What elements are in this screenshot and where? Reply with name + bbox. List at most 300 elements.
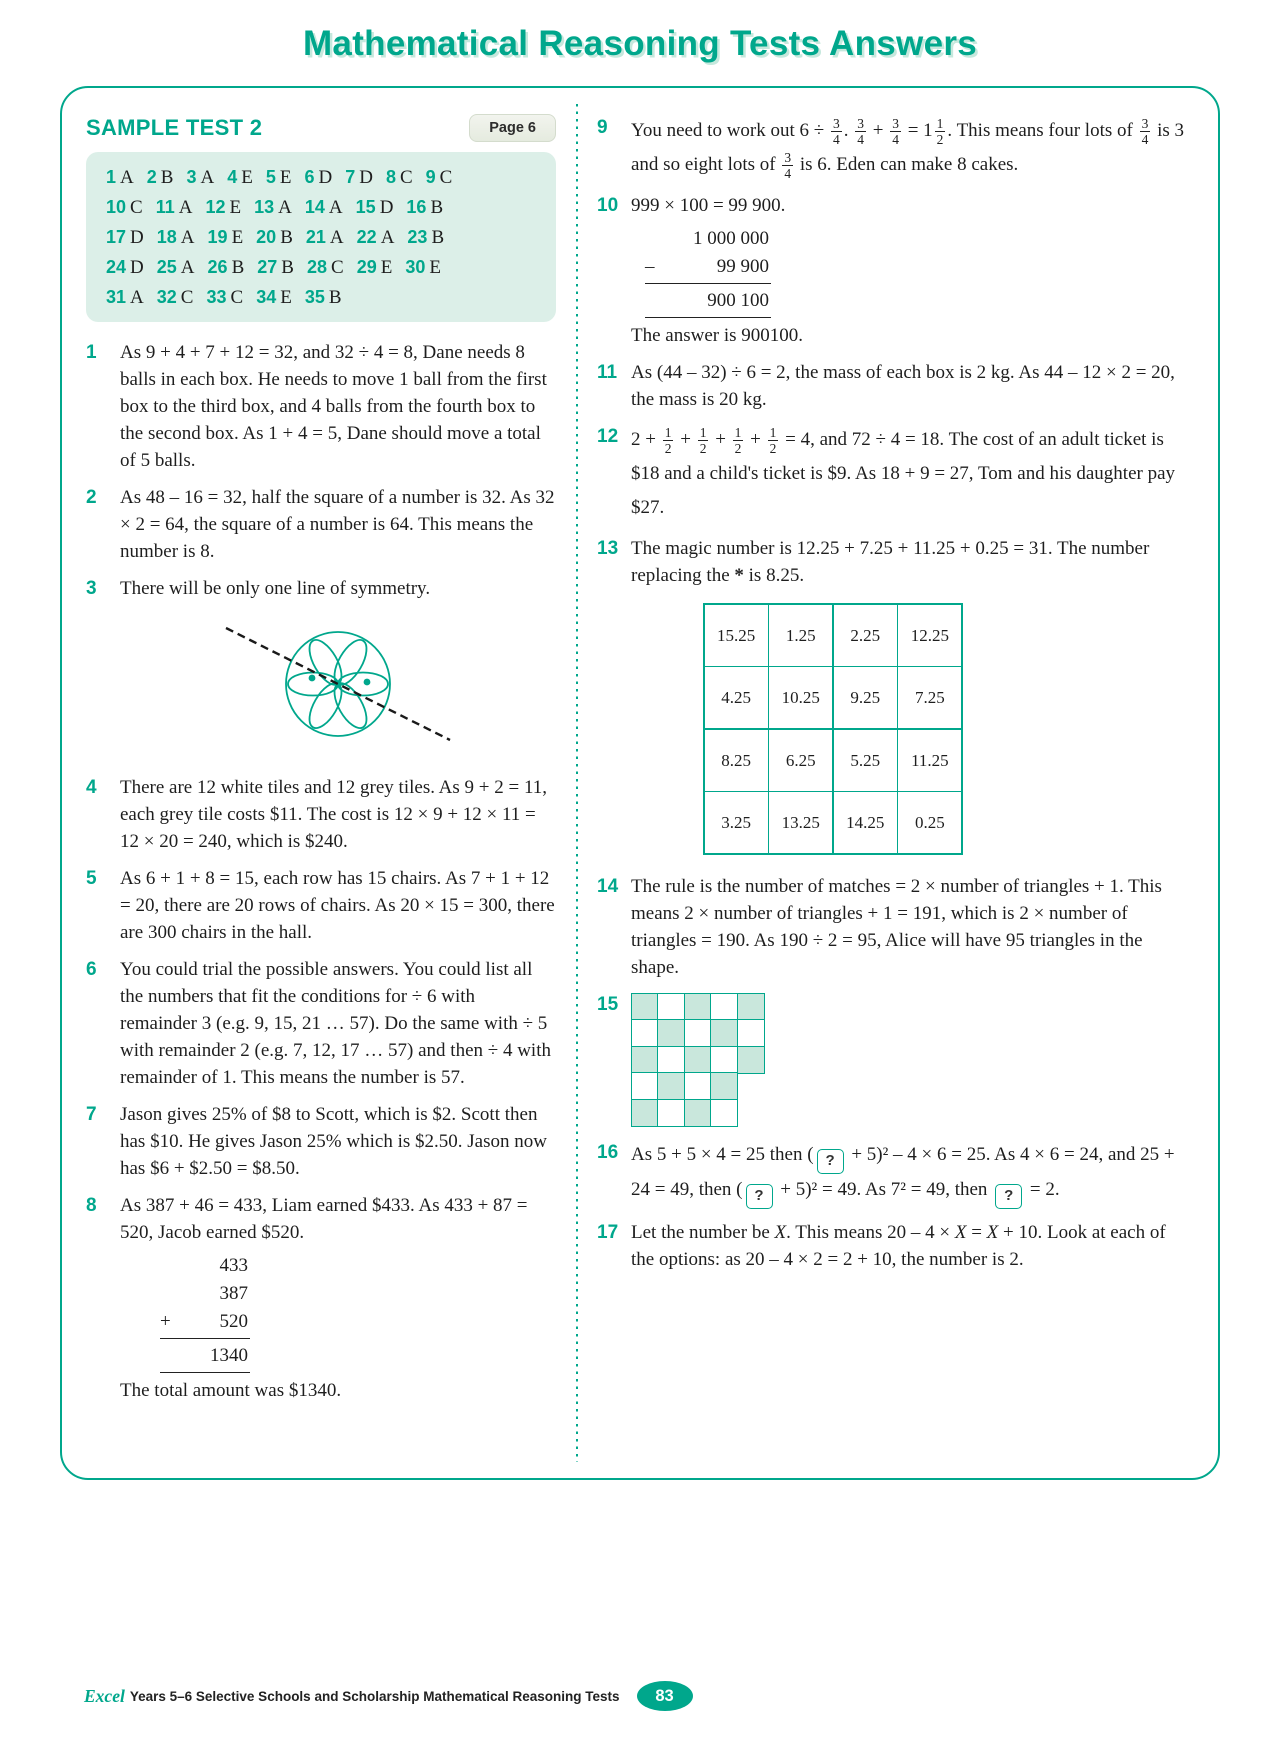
item-text: As 6 + 1 + 8 = 15, each row has 15 chairs. As 7 + 1 + 12 = 20, there are 20 rows of chairs. As 20 × 15 = 300, there are 300 chairs in the hall. <box>120 868 555 943</box>
item-number: 10 <box>597 195 619 216</box>
item-number: 1 <box>86 342 97 363</box>
text-segment: + <box>710 429 731 450</box>
worksheet-row: 387 <box>219 1283 248 1304</box>
subtraction-worksheet <box>645 225 771 318</box>
answer-pair <box>207 257 245 278</box>
magic-square-cell: 6.25 <box>769 730 832 791</box>
tile <box>657 993 685 1021</box>
text-segment: As 387 + 46 = 433, Liam earned $433. As 433 + 87 = 520, Jacob earned $520. <box>120 1195 528 1243</box>
answer-pair <box>106 227 144 248</box>
item-text <box>631 192 1192 349</box>
answer-pair <box>106 167 134 188</box>
fraction-denominator: 4 <box>892 132 899 148</box>
answer-item-3 <box>86 575 556 764</box>
text-segment: + <box>867 120 889 141</box>
answer-letter: A <box>329 227 344 248</box>
answer-letter: C <box>399 167 413 188</box>
fraction-denominator: 4 <box>857 132 864 148</box>
item-text <box>120 575 556 764</box>
answer-pair <box>345 167 373 188</box>
answer-item-6 <box>86 956 556 1091</box>
fraction-numerator: 1 <box>936 116 944 132</box>
answer-pair <box>304 167 333 188</box>
answer-letter: C <box>439 167 453 188</box>
item-number: 12 <box>597 426 619 447</box>
answer-item-14 <box>597 873 1192 981</box>
answer-letter: C <box>180 287 194 308</box>
fraction <box>782 150 793 181</box>
item-text: Jason gives 25% of $8 to Scott, which is $2. Scott then has $10. He gives Jason 25% which is $2.50. Jason now has $6 + $2.50 = $8.50. <box>120 1104 547 1179</box>
answer-pair <box>186 167 215 188</box>
answer-key-row <box>106 163 540 193</box>
item-number: 14 <box>597 875 619 897</box>
flower-petals <box>288 635 388 733</box>
answer-pair <box>305 227 344 248</box>
magic-square-cell: 8.25 <box>705 730 768 791</box>
magic-square-cell: 12.25 <box>898 605 961 666</box>
fraction <box>663 425 674 456</box>
tile-row <box>631 1099 1192 1125</box>
tile <box>684 1019 712 1047</box>
item-text: As (44 – 32) ÷ 6 = 2, the mass of each box is 2 kg. As 44 – 12 × 2 = 20, the mass is 20 kg. <box>631 362 1175 410</box>
fraction <box>890 116 901 147</box>
item-number: 17 <box>597 1222 619 1243</box>
fraction-denominator: 2 <box>664 441 672 457</box>
item-number: 15 <box>597 993 619 1015</box>
answer-pair <box>256 287 292 308</box>
fraction <box>935 116 946 147</box>
question-number: 30 <box>405 257 426 277</box>
variable-x: X <box>954 1222 967 1243</box>
tile <box>710 1099 738 1127</box>
fraction-numerator: 1 <box>769 425 777 441</box>
answer-letter: B <box>231 257 245 278</box>
answer-item-5 <box>86 865 556 946</box>
tile <box>737 1099 765 1127</box>
question-box: ? <box>995 1184 1022 1209</box>
question-number: 34 <box>256 287 277 307</box>
petal-dot <box>309 675 316 682</box>
answer-letter: D <box>359 167 373 188</box>
worksheet-row: 433 <box>219 1255 248 1276</box>
question-number: 18 <box>156 227 177 247</box>
tile <box>657 1046 685 1074</box>
fraction-denominator: 2 <box>699 441 707 457</box>
question-box: ? <box>746 1184 773 1209</box>
sample-test-header <box>86 114 556 142</box>
magic-square-cell: 11.25 <box>898 730 961 791</box>
petal-dot <box>364 679 371 686</box>
question-number: 15 <box>355 197 376 217</box>
answer-letter: C <box>230 287 244 308</box>
question-number: 3 <box>186 167 197 187</box>
answer-pair <box>206 287 244 308</box>
item-number: 8 <box>86 1195 97 1216</box>
item-text <box>631 1219 1192 1273</box>
fraction <box>698 425 709 456</box>
tile <box>657 1019 685 1047</box>
answer-letter: A <box>380 227 395 248</box>
answer-letter: E <box>279 167 292 188</box>
answer-key <box>86 152 556 322</box>
answer-pair <box>304 287 342 308</box>
plus-sign: + <box>160 1311 171 1332</box>
fraction-denominator: 4 <box>832 132 840 148</box>
tile <box>710 1046 738 1074</box>
answer-pair <box>356 227 395 248</box>
question-number: 26 <box>207 257 228 277</box>
variable-x: X <box>774 1222 787 1243</box>
fraction <box>768 425 779 456</box>
question-number: 1 <box>106 167 117 187</box>
text-segment: = 1 <box>902 120 933 141</box>
answer-pair <box>106 257 144 278</box>
footer <box>84 1681 693 1711</box>
magic-square-cell: 13.25 <box>769 792 832 853</box>
text-segment: There will be only one line of symmetry. <box>120 578 431 599</box>
tile <box>684 993 712 1021</box>
answer-letter: D <box>318 167 333 188</box>
tile <box>737 1046 765 1074</box>
fraction-numerator: 3 <box>832 116 840 132</box>
answer-letter: D <box>130 227 144 248</box>
text-segment: is 3 and so eight lots of <box>631 120 1185 175</box>
text-segment: . This means four lots of <box>947 120 1138 141</box>
answer-item-16 <box>597 1139 1192 1209</box>
question-number: 7 <box>345 167 356 187</box>
text-segment: . <box>843 120 854 141</box>
item-number: 16 <box>597 1142 619 1163</box>
answer-item-11 <box>597 359 1192 413</box>
question-number: 10 <box>106 197 127 217</box>
item-number: 2 <box>86 487 97 508</box>
tile <box>684 1072 712 1100</box>
answer-pair <box>156 227 195 248</box>
item-text <box>631 1139 1192 1209</box>
text-segment: + <box>675 429 696 450</box>
text-segment: + 5)² = 49. As 7² = 49, then <box>775 1179 993 1200</box>
question-number: 4 <box>227 167 238 187</box>
item-number: 9 <box>597 117 608 138</box>
question-number: 21 <box>305 227 326 247</box>
fraction-denominator: 2 <box>936 132 944 148</box>
answer-letter: E <box>229 197 242 218</box>
worksheet-total: 1340 <box>160 1342 250 1373</box>
text-segment: 2 + <box>631 429 661 450</box>
answer-item-4 <box>86 774 556 855</box>
answer-item-12 <box>597 423 1192 525</box>
question-number: 32 <box>156 287 177 307</box>
item-text <box>631 991 1192 1129</box>
tile <box>631 993 659 1021</box>
text-segment: is 6. Eden can make 8 cakes. <box>795 154 1019 175</box>
answer-letter: A <box>130 287 144 308</box>
footer-text: Years 5–6 Selective Schools and Scholarship Mathematical Reasoning Tests <box>129 1688 620 1704</box>
text-segment: + 10. Look at each of the options: as 20 – 4 × 2 = 2 + 10, the number is 2. <box>631 1222 1166 1270</box>
addend: 520 <box>219 1311 248 1332</box>
question-number: 27 <box>257 257 278 277</box>
tile <box>710 1019 738 1047</box>
tile <box>710 993 738 1021</box>
answer-letter: A <box>328 197 343 218</box>
answer-pair <box>425 167 453 188</box>
content-box <box>60 86 1220 1480</box>
fraction <box>1140 116 1151 147</box>
magic-square-cell: 9.25 <box>834 667 897 728</box>
text-segment: + 5)² – 4 × 6 = 25. As 4 × 6 = 24, and 25 + 24 = 49, then ( <box>631 1144 1175 1200</box>
answer-pair <box>407 227 445 248</box>
text-segment: . This means 20 – 4 × <box>786 1222 955 1243</box>
answer-letter: A <box>178 197 193 218</box>
worksheet-row <box>160 1308 250 1339</box>
tile-row <box>631 1046 1192 1072</box>
item-text <box>120 1192 556 1404</box>
answer-pair <box>254 197 292 218</box>
worksheet-row: 1 000 000 <box>693 228 769 249</box>
question-number: 12 <box>205 197 226 217</box>
question-number: 24 <box>106 257 127 277</box>
answer-letter: A <box>180 227 195 248</box>
magic-square-cell: 15.25 <box>705 605 768 666</box>
tile <box>684 1046 712 1074</box>
magic-square-cell: 14.25 <box>834 792 897 853</box>
fraction-numerator: 1 <box>664 425 672 441</box>
answer-pair <box>406 197 444 218</box>
answer-letter: D <box>379 197 394 218</box>
fraction-denominator: 2 <box>734 441 742 457</box>
magic-square-cell: 3.25 <box>705 792 768 853</box>
text-segment: As 5 + 5 × 4 = 25 then ( <box>631 1144 814 1165</box>
fraction-numerator: 3 <box>892 116 899 132</box>
answer-pair <box>106 287 144 308</box>
answer-key-row <box>106 193 540 223</box>
text-segment: 999 × 100 = 99 900. <box>631 195 786 216</box>
tiles-diagram <box>631 993 1192 1125</box>
answer-pair <box>156 257 195 278</box>
answer-letter: A <box>200 167 215 188</box>
answer-pair <box>205 197 242 218</box>
answer-item-13 <box>597 535 1192 863</box>
text-segment: The magic number is 12.25 + 7.25 + 11.25 + 0.25 = 31. The number replacing the <box>631 538 1150 586</box>
fraction-numerator: 3 <box>784 150 792 166</box>
question-number: 6 <box>304 167 315 187</box>
sample-test-heading: SAMPLE TEST 2 <box>86 115 263 140</box>
answer-item-1 <box>86 339 556 474</box>
item-text <box>631 114 1192 182</box>
answer-item-7 <box>86 1101 556 1182</box>
item-number: 3 <box>86 578 97 599</box>
fraction <box>855 116 866 147</box>
fraction-numerator: 3 <box>1141 116 1149 132</box>
question-number: 23 <box>407 227 428 247</box>
item-number: 6 <box>86 959 97 980</box>
question-number: 16 <box>406 197 427 217</box>
question-number: 31 <box>106 287 127 307</box>
left-column <box>62 88 576 1478</box>
magic-square-cell: 10.25 <box>769 667 832 728</box>
answer-pair <box>306 257 344 278</box>
fraction-numerator: 1 <box>699 425 707 441</box>
magic-square-cell: 5.25 <box>834 730 897 791</box>
tile <box>631 1019 659 1047</box>
answer-pair <box>256 227 293 248</box>
tile-row <box>631 993 1192 1019</box>
fraction-denominator: 4 <box>1141 132 1149 148</box>
item-number: 7 <box>86 1104 97 1125</box>
answer-letter: B <box>430 197 444 218</box>
fraction-numerator: 3 <box>857 116 864 132</box>
answer-item-9 <box>597 114 1192 182</box>
answer-letter: B <box>281 257 294 278</box>
question-number: 28 <box>306 257 327 277</box>
answer-item-8 <box>86 1192 556 1404</box>
answer-key-row <box>106 223 540 253</box>
addition-worksheet <box>160 1252 250 1373</box>
question-number: 8 <box>385 167 396 187</box>
answer-pair <box>146 167 174 188</box>
answer-pair <box>106 197 143 218</box>
answer-item-2 <box>86 484 556 565</box>
answer-letter: E <box>380 257 393 278</box>
symmetry-diagram <box>208 612 468 762</box>
item-text: As 9 + 4 + 7 + 12 = 32, and 32 ÷ 4 = 8, Dane needs 8 balls in each box. He needs to move 1 ball from the first box to the third box, and 4 balls from the fourth box to the second box. As 1 + 4 = 5, Dane should move a total of 5 balls. <box>120 342 547 471</box>
question-number: 17 <box>106 227 127 247</box>
question-number: 2 <box>146 167 157 187</box>
question-number: 29 <box>356 257 377 277</box>
answer-letter: C <box>331 257 344 278</box>
tile <box>631 1046 659 1074</box>
question-number: 33 <box>206 287 227 307</box>
text-segment: = <box>966 1222 987 1243</box>
text-segment: The answer is 900100. <box>631 325 804 346</box>
tile <box>657 1072 685 1100</box>
answer-letter: B <box>328 287 342 308</box>
answer-letter: C <box>130 197 143 218</box>
fraction <box>733 425 744 456</box>
right-column <box>578 88 1218 1478</box>
answer-letter: E <box>231 227 244 248</box>
item-text: The rule is the number of matches = 2 × number of triangles + 1. This means 2 × number of triangles + 1 = 191, which is 2 × number of triangles = 190. As 190 ÷ 2 = 95, Alice will have 95 triangles in the shape. <box>631 875 1162 978</box>
magic-square-cell: 7.25 <box>898 667 961 728</box>
question-box: ? <box>817 1149 844 1174</box>
item-text: As 48 – 16 = 32, half the square of a number is 32. As 32 × 2 = 64, the square of a number is 64. This means the number is 8. <box>120 487 555 562</box>
answer-letter: D <box>130 257 144 278</box>
text-segment: + <box>745 429 766 450</box>
answer-letter: A <box>120 167 134 188</box>
question-number: 5 <box>265 167 276 187</box>
answer-item-15 <box>597 991 1192 1129</box>
answer-key-row <box>106 283 540 313</box>
question-number: 19 <box>207 227 228 247</box>
magic-square-cell: 4.25 <box>705 667 768 728</box>
magic-square-cell: 1.25 <box>769 605 832 666</box>
answer-letter: E <box>429 257 441 278</box>
item-number: 5 <box>86 868 97 889</box>
answer-pair <box>257 257 294 278</box>
text-segment: = 2. <box>1025 1179 1060 1200</box>
answer-pair <box>156 287 194 308</box>
minus-sign: – <box>645 256 655 277</box>
question-number: 14 <box>304 197 325 217</box>
page-number-badge: 83 <box>637 1681 693 1711</box>
item-number: 4 <box>86 777 97 798</box>
item-text: You could trial the possible answers. You could list all the numbers that fit the conditions for ÷ 6 with remainder 3 (e.g. 9, 15, 21 … 57). Do the same with ÷ 5 with remainder 2 (e.g. 7, 12, 17 … 57) and then ÷ 4 with remainder of 1. This means the number is 57. <box>120 959 551 1088</box>
fraction <box>831 116 842 147</box>
answer-letter: A <box>278 197 292 218</box>
tile <box>710 1072 738 1100</box>
text-segment: The total amount was $1340. <box>120 1380 342 1401</box>
answer-pair <box>356 257 393 278</box>
answer-letter: E <box>241 167 253 188</box>
fraction-denominator: 2 <box>769 441 777 457</box>
question-number: 13 <box>254 197 275 217</box>
answer-letter: B <box>160 167 174 188</box>
page-title: Mathematical Reasoning Tests Answers <box>302 24 978 63</box>
item-text <box>631 423 1192 525</box>
answer-item-10 <box>597 192 1192 349</box>
magic-square-table <box>703 603 963 855</box>
worksheet-total: 900 100 <box>645 287 771 318</box>
subtrahend: 99 900 <box>716 256 769 277</box>
answer-pair <box>385 167 413 188</box>
tile <box>737 1072 765 1100</box>
asterisk: * <box>734 565 744 586</box>
page-badge: Page 6 <box>469 114 556 142</box>
question-number: 35 <box>304 287 325 307</box>
answer-key-row <box>106 253 540 283</box>
answer-pair <box>155 197 193 218</box>
answer-pair <box>207 227 244 248</box>
answer-item-17 <box>597 1219 1192 1273</box>
answer-pair <box>304 197 343 218</box>
item-number: 11 <box>597 362 618 383</box>
answer-letter: E <box>280 287 292 308</box>
answer-pair <box>405 257 441 278</box>
tile <box>737 1019 765 1047</box>
question-number: 11 <box>155 197 175 217</box>
question-number: 20 <box>256 227 277 247</box>
tile <box>631 1072 659 1100</box>
tile <box>684 1099 712 1127</box>
tile-row <box>631 1019 1192 1045</box>
tile <box>631 1099 659 1127</box>
tile <box>657 1099 685 1127</box>
answer-pair <box>355 197 394 218</box>
text-segment: You need to work out 6 ÷ <box>631 120 829 141</box>
brand-logo: Excel <box>84 1685 125 1706</box>
magic-square-cell: 2.25 <box>834 605 897 666</box>
answer-letter: A <box>180 257 195 278</box>
item-text: There are 12 white tiles and 12 grey tiles. As 9 + 2 = 11, each grey tile costs $11. The cost is 12 × 9 + 12 × 11 = 12 × 20 = 240, which is $240. <box>120 777 548 852</box>
question-number: 25 <box>156 257 177 277</box>
item-text <box>631 535 1192 863</box>
worksheet-row <box>645 253 771 284</box>
item-number: 13 <box>597 538 619 559</box>
answer-letter: B <box>280 227 293 248</box>
magic-square-cell: 0.25 <box>898 792 961 853</box>
text-segment: = 4, and 72 ÷ 4 = 18. The cost of an adult ticket is $18 and a child's ticket is $9. As 18 + 9 = 27, Tom and his daughter pay $27. <box>631 429 1176 518</box>
fraction-denominator: 4 <box>784 166 792 182</box>
question-number: 9 <box>425 167 436 187</box>
answer-letter: B <box>431 227 445 248</box>
text-segment: is 8.25. <box>743 565 805 586</box>
fraction-numerator: 1 <box>734 425 742 441</box>
answer-pair <box>265 167 292 188</box>
text-segment: Let the number be <box>631 1222 775 1243</box>
question-number: 22 <box>356 227 377 247</box>
tile-row <box>631 1072 1192 1098</box>
answer-pair <box>227 167 253 188</box>
